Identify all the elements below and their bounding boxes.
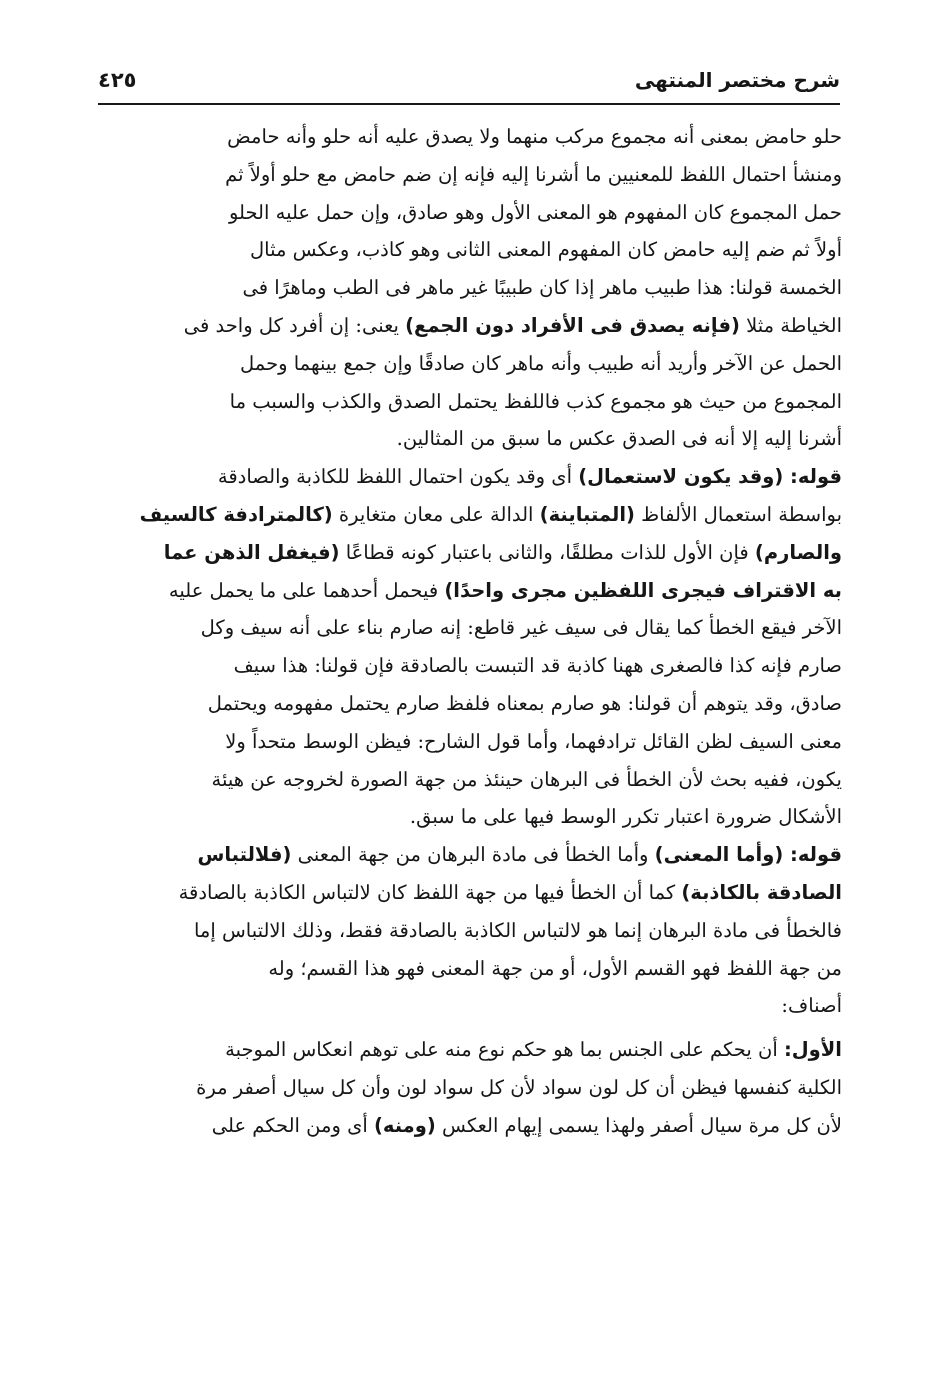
page-header	[98, 66, 840, 100]
text-line: معنى السيف لظن القائل ترادفهما، وأما قول الشارح: فيظن الوسط متحداً ولا	[225, 729, 842, 753]
text-line: أولاً ثم ضم إليه حامض كان المفهوم المعنى الثانى وهو كاذب، وعكس مثال	[250, 238, 842, 262]
paragraph-1	[96, 118, 842, 458]
page-number: ٤٢٥	[98, 68, 137, 92]
text-line: به الاقتراف فيجرى اللفظين مجرى واحدًا) فيحمل أحدهما على ما يحمل عليه	[168, 578, 842, 602]
bold-quote: (وأما المعنى)	[654, 843, 784, 867]
text-line: يكون، ففيه بحث لأن الخطأ فى البرهان حينئذ من جهة الصورة لخروجه عن هيئة	[211, 767, 842, 791]
text-line: أصناف:	[781, 994, 842, 1018]
text-line: حلو حامض بمعنى أنه مجموع مركب منهما ولا يصدق عليه أنه حلو وأنه حامض	[227, 125, 842, 148]
text-line: صارم فإنه كذا فالصغرى ههنا كاذبة قد التبست بالصادقة فإن قولنا: هذا سيف	[233, 654, 842, 678]
text-line: فالخطأ فى مادة البرهان إنما هو لالتباس الكاذبة بالصادقة فقط، وذلك الالتباس إما	[193, 918, 842, 942]
text-line: والصارم) فإن الأول للذات مطلقًا، والثانى باعتبار كونه قطاعًا (فيغفل الذهن عما	[163, 540, 842, 564]
text-line: الخياطة مثلا (فإنه يصدق فى الأفراد دون الجمع) يعنى: إن أفرد كل واحد فى	[183, 313, 842, 337]
text-line: الآخر فيقع الخطأ كما يقال فى سيف غير قاطع: إنه صارم بناء على أنه سيف وكل	[200, 616, 842, 640]
text-line: من جهة اللفظ فهو القسم الأول، أو من جهة المعنى فهو هذا القسم؛ وله	[268, 956, 842, 980]
qawluhu-label: قوله:	[783, 465, 842, 489]
text-line: قوله: (وقد يكون لاستعمال) أى وقد يكون احتمال اللفظ للكاذبة والصادقة	[217, 465, 842, 489]
header-rule	[98, 103, 840, 105]
bold-quote: (ومنه)	[373, 1113, 436, 1137]
bold-quote: (وقد يكون لاستعمال)	[578, 465, 784, 489]
text-line: أشرنا إليه إلا أنه فى الصدق عكس ما سبق من المثالين.	[396, 427, 842, 451]
paragraph-3	[96, 836, 842, 1025]
bold-quote: به الاقتراف فيجرى اللفظين مجرى واحدًا)	[444, 578, 842, 602]
text-line: حمل المجموع كان المفهوم هو المعنى الأول وهو صادق، وإن حمل عليه الحلو	[228, 200, 842, 224]
bold-label: الأول:	[783, 1038, 842, 1062]
text-line: الخمسة قولنا: هذا طبيب ماهر إذا كان طبيبًا غير ماهر فى الطب وماهرًا فى	[242, 276, 842, 300]
text-line: ومنشأ احتمال اللفظ للمعنيين ما أشرنا إليه فإنه إن ضم حامض مع حلو أولاً ثم	[225, 162, 842, 186]
bold-quote: الصادقة بالكاذبة)	[681, 880, 842, 904]
bold-quote: (فإنه يصدق فى الأفراد دون الجمع)	[405, 313, 740, 337]
text-line: قوله: (وأما المعنى) وأما الخطأ فى مادة البرهان من جهة المعنى (فلالتباس	[197, 843, 842, 867]
qawluhu-label: قوله:	[783, 843, 842, 867]
text-line: صادق، وقد يتوهم أن قولنا: هو صارم بمعناه فلفظ صارم يحتمل مفهومه ويحتمل	[207, 691, 842, 715]
text-line: الحمل عن الآخر وأريد أنه طبيب وأنه ماهر كان صادقًا وإن جمع بينهما وحمل	[240, 351, 842, 375]
bold-quote: (كالمترادفة كالسيف	[139, 502, 333, 526]
bold-quote: والصارم)	[754, 540, 842, 564]
text-line: الكلية كنفسها فيظن أن كل لون سواد لأن كل سواد لون وأن كل سيال أصفر مرة	[196, 1075, 842, 1099]
running-title: شرح مختصر المنتهى	[634, 68, 840, 92]
paragraph-2	[96, 458, 842, 836]
bold-quote: (المتباينة)	[539, 502, 635, 526]
text-line: الأول: أن يحكم على الجنس بما هو حكم نوع منه على توهم انعكاس الموجبة	[225, 1038, 842, 1062]
text-line: المجموع من حيث هو مجموع كذب فاللفظ يحتمل الصدق والكذب والسبب ما	[229, 389, 842, 413]
text-line: بواسطة استعمال الألفاظ (المتباينة) الدالة على معان متغايرة (كالمترادفة كالسيف	[139, 502, 842, 526]
text-line: الصادقة بالكاذبة) كما أن الخطأ فيها من جهة اللفظ كان لالتباس الكاذبة بالصادقة	[178, 880, 842, 904]
bold-quote: (فلالتباس	[197, 843, 292, 867]
body-text	[96, 118, 842, 1145]
paragraph-4	[96, 1031, 842, 1144]
text-line: لأن كل مرة سيال أصفر ولهذا يسمى إيهام العكس (ومنه) أى ومن الحكم على	[211, 1113, 842, 1137]
bold-quote: (فيغفل الذهن عما	[163, 540, 340, 564]
text-line: الأشكال ضرورة اعتبار تكرر الوسط فيها على ما سبق.	[409, 805, 842, 829]
